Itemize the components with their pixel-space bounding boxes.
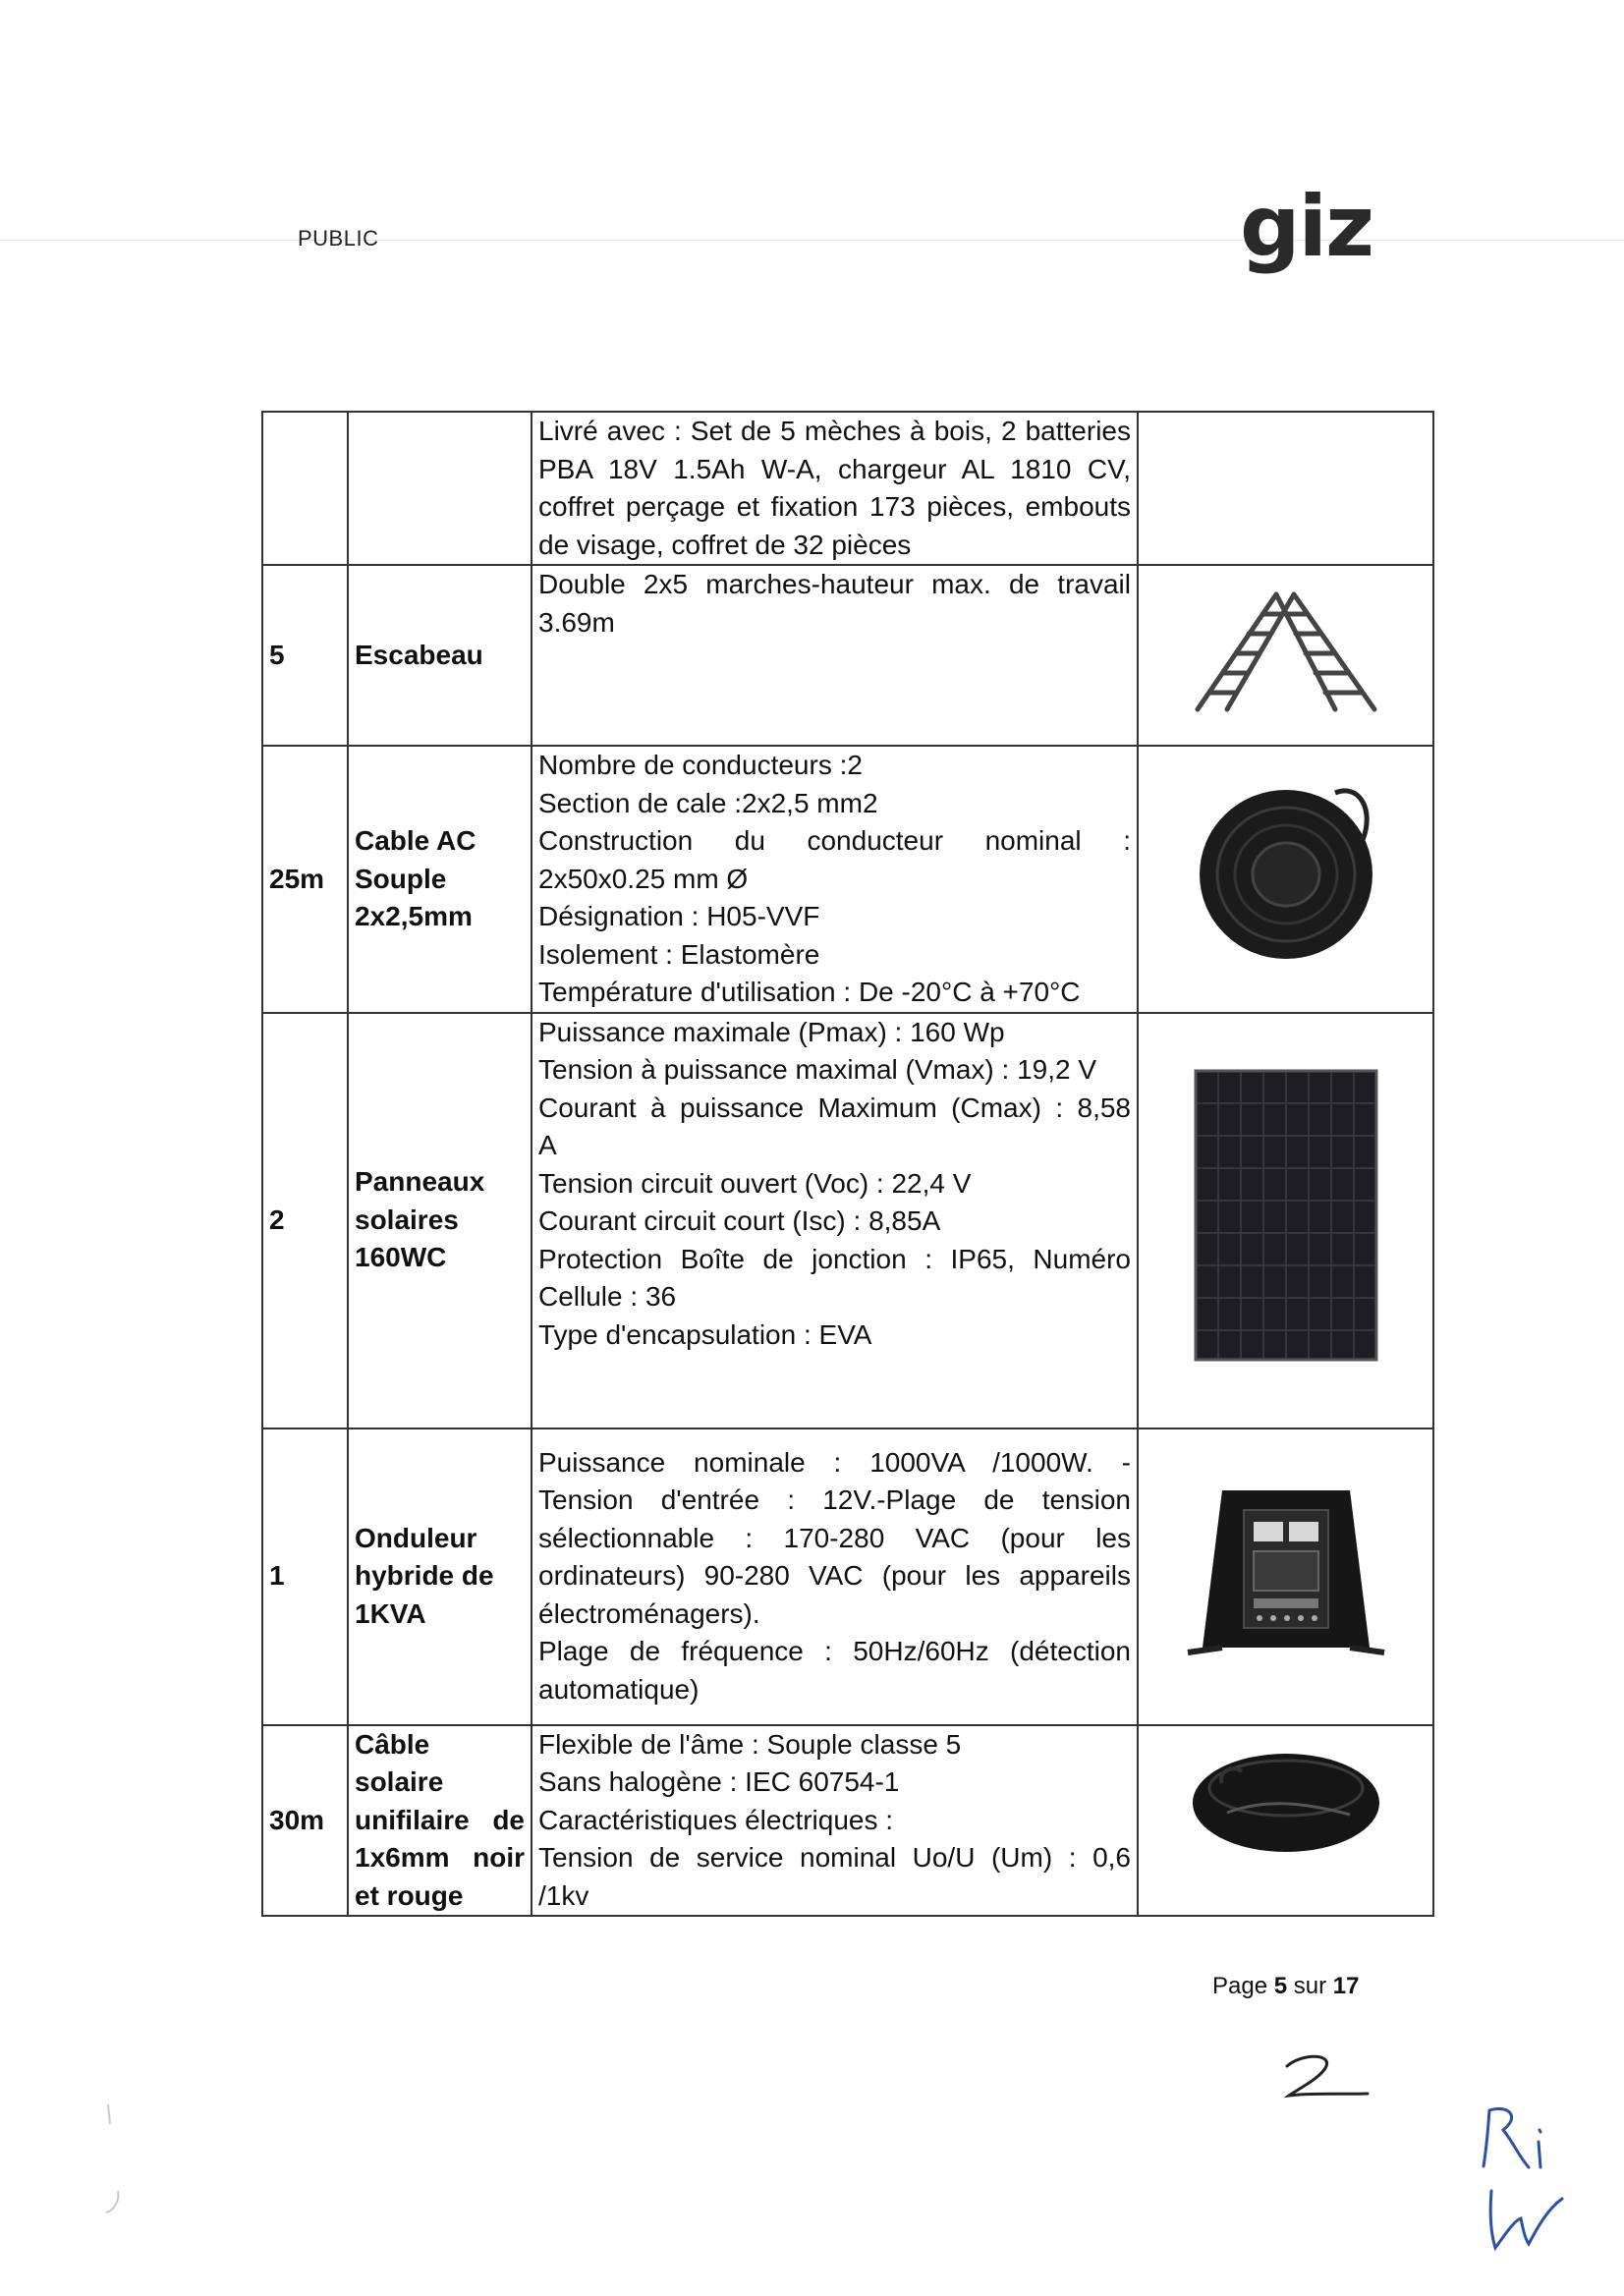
description-line: ordinateurs) 90-280 VAC (pour les appareils xyxy=(538,1560,1131,1592)
table-row xyxy=(262,746,1433,1013)
description-line: Tension de service nominal Uo/U (Um) : 0,6 xyxy=(538,1842,1131,1873)
description-line: Courant à puissance Maximum (Cmax) : 8,58 xyxy=(538,1092,1131,1123)
item-name-cell: Panneaux solaires 160WC xyxy=(348,1013,532,1428)
description-cell xyxy=(532,1428,1138,1725)
description-line: Désignation : H05-VVF xyxy=(538,901,820,931)
description-line: Courant circuit court (Isc) : 8,85A xyxy=(538,1205,941,1236)
description-line: Cellule : 36 xyxy=(538,1281,677,1312)
table-row xyxy=(262,412,1433,565)
description-line: PBA 18V 1.5Ah W-A, chargeur AL 1810 CV, xyxy=(538,453,1131,484)
description-line: sélectionnable : 170-280 VAC (pour les xyxy=(538,1522,1131,1553)
table-row xyxy=(262,1725,1433,1917)
description-cell xyxy=(532,1725,1138,1917)
table-row xyxy=(262,565,1433,746)
handwritten-2 xyxy=(1277,2048,1375,2107)
quantity-cell: 1 xyxy=(262,1428,348,1725)
page-number: Page 5 sur 17 xyxy=(1212,1973,1360,1999)
description-line: Tension à puissance maximal (Vmax) : 19,2 V xyxy=(538,1054,1097,1085)
description-cell xyxy=(532,1013,1138,1428)
handwritten-initials-w xyxy=(1474,2181,1572,2255)
description-line: A xyxy=(538,1130,557,1160)
image-cell xyxy=(1138,412,1433,565)
description-line: Double 2x5 marches-hauteur max. de travail xyxy=(538,569,1131,599)
cable-coil-icon xyxy=(1188,781,1384,968)
description-cell xyxy=(532,412,1138,565)
giz-logo: giz xyxy=(1240,178,1373,276)
spec-table xyxy=(261,411,1434,1917)
image-cell xyxy=(1138,1725,1433,1917)
item-name-cell xyxy=(348,412,532,565)
description-line: Construction du conducteur nominal : xyxy=(538,825,1131,856)
description-line: Caractéristiques électriques : xyxy=(538,1804,894,1835)
image-cell xyxy=(1138,746,1433,1013)
quantity-cell: 2 xyxy=(262,1013,348,1428)
item-name-cell: Câble solaire unifilaire de 1x6mm noir et rouge xyxy=(348,1725,532,1917)
quantity-cell: 5 xyxy=(262,565,348,746)
description-line: Protection Boîte de jonction : IP65, Numéro xyxy=(538,1243,1131,1274)
description-line: 3.69m xyxy=(538,606,615,638)
description-line: Type d'encapsulation : EVA xyxy=(538,1318,872,1350)
description-line: Nombre de conducteurs :2 xyxy=(538,750,863,780)
quantity-cell: 30m xyxy=(262,1725,348,1917)
item-name-cell: Onduleur hybride de 1KVA xyxy=(348,1428,532,1725)
image-cell xyxy=(1138,1013,1433,1428)
description-line: électroménagers). xyxy=(538,1597,760,1629)
description-line: Isolement : Elastomère xyxy=(538,938,820,970)
quantity-cell xyxy=(262,412,348,565)
description-line: Plage de fréquence : 50Hz/60Hz (détection xyxy=(538,1636,1131,1667)
handwritten-initials-ri xyxy=(1474,2102,1562,2176)
description-cell xyxy=(532,746,1138,1013)
table-row xyxy=(262,1013,1433,1428)
description-line: automatique) xyxy=(538,1673,700,1705)
header-rule xyxy=(0,240,1624,241)
solar-cable-icon xyxy=(1188,1744,1384,1862)
table-row xyxy=(262,1428,1433,1725)
solar-panel-icon xyxy=(1193,1068,1379,1363)
description-line: /1kv xyxy=(538,1879,589,1911)
description-line: de visage, coffret de 32 pièces xyxy=(538,529,912,560)
quantity-cell: 25m xyxy=(262,746,348,1013)
description-line: Tension circuit ouvert (Voc) : 22,4 V xyxy=(538,1167,972,1199)
classification-label: PUBLIC xyxy=(298,226,379,251)
description-cell xyxy=(532,565,1138,746)
description-line: Tension d'entrée : 12V.-Plage de tension xyxy=(538,1484,1131,1516)
description-line: Section de cale :2x2,5 mm2 xyxy=(538,787,878,818)
description-line: 2x50x0.25 mm Ø xyxy=(538,863,749,894)
inverter-icon xyxy=(1183,1481,1389,1662)
description-line: coffret perçage et fixation 173 pièces, embouts xyxy=(538,491,1131,522)
scan-mark xyxy=(98,2102,128,2220)
description-line: Livré avec : Set de 5 mèches à bois, 2 batteries xyxy=(538,416,1131,446)
ladder-icon xyxy=(1178,587,1394,714)
description-line: Flexible de l'âme : Souple classe 5 xyxy=(538,1728,962,1760)
description-line: Sans halogène : IEC 60754-1 xyxy=(538,1766,900,1797)
image-cell xyxy=(1138,565,1433,746)
description-line: Température d'utilisation : De -20°C à +70°C xyxy=(538,977,1081,1007)
image-cell xyxy=(1138,1428,1433,1725)
item-name-cell: Cable AC Souple 2x2,5mm xyxy=(348,746,532,1013)
description-line: Puissance maximale (Pmax) : 160 Wp xyxy=(538,1016,1005,1047)
item-name-cell: Escabeau xyxy=(348,565,532,746)
description-line: Puissance nominale : 1000VA /1000W. - xyxy=(538,1446,1131,1478)
